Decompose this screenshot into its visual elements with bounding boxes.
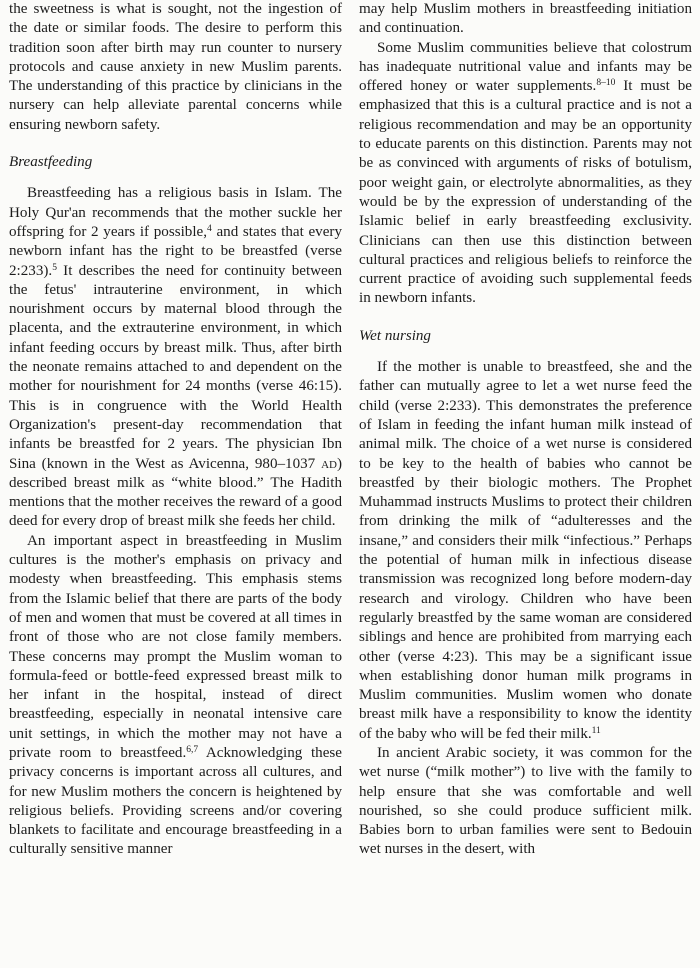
paragraph-date-tradition: the sweetness is what is sought, not the ingestion of the date or similar foods. The desire to perform this tradition soon after birth may run counter to nursery protocols and cause anxiety in new Muslim parents. The understanding of this practice by clinicians in the nursery can help alleviate parental concerns while ensuring newborn safety. xyxy=(9,1,342,133)
paragraph-breastfeeding-religious-basis: Breastfeeding has a religious basis in Islam. The Holy Qur'an recommends that the mother suckle her offspring for 2 years if possible,$^4$ and states that every newborn infant has the right to be breastfed (verse 2:233).$^5$ It describes the need for continuity between the fetus' intrauterine environment, in which nourishment occurs by maternal blood through the placenta, and the extrauterine environment, in which infant feeding occurs by breast milk. Thus, after birth the neonate remains attached to and dependent on the mother for nourishment for 24 months (verse 46:15). This is in congruence with the World Health Organization's present-day recommendation that infants be breastfed for 2 years. The physician Ibn Sina (known in the West as Avicenna, 980–1037 ad) described breast milk as “white blood.” The Hadith mentions that the mother receives the reward of a good deed for every drop of breast milk she feeds her child. xyxy=(9,185,343,530)
citation-superscript: 4 xyxy=(207,223,212,234)
citation-superscript: 5 xyxy=(52,262,57,273)
paragraph-privacy-modesty: An important aspect in breastfeeding in Muslim cultures is the mother's emphasis on privacy and modesty when breastfeeding. This emphasis stems from the Islamic belief that there are parts of the body of men and women that must be covered at all times in front of those who are not close family members. These concerns may prompt the Muslim woman to formula-feed or bottle-feed expressed breast milk to her infant in the hospital, instead of direct breastfeeding, especially in neonatal intensive care unit settings, in which the mother may not have a private room to breastfeed.$^{6,7}$ Acknowledging these privacy concerns is important across all cultures, and for new Muslim mothers the concern is heightened by religious beliefs. Providing screens and/or covering blankets to facilitate and encourage breastfeeding in a culturally sensitive manner xyxy=(9,532,342,858)
citation-superscript: 8–10 xyxy=(596,78,616,89)
section-heading-breastfeeding: Breastfeeding xyxy=(9,154,93,171)
paragraph-wet-nursing: If the mother is unable to breastfeed, she and the father can mutually agree to let a wet nurse feed the child (verse 2:233). This demonstrates the preference of Islam in feeding the infant human milk instead of animal milk. The choice of a wet nurse is considered to be key to the health of babies who cannot be breastfed by their biologic mothers. The Prophet Muhammad instructs Muslims to protect their children from drinking the milk of “adulteresses and the insane,” and considers their milk “infectious.” Perhaps the potential of human milk in infectious disease transmission was recognized long before modern-day research and virology. Children who have been regularly breastfed by the same woman are considered siblings and hence are prohibited from marrying each other (verse 4:23). This may be a significant issue when establishing donor human milk programs in Muslim communities. Muslim women who donate breast milk have a responsibility to know the identity of the baby who will be fed their milk.$^{11}$ xyxy=(359,359,692,742)
paragraph-colostrum: Some Muslim communities believe that colostrum has inadequate nutritional value and infants may be offered honey or water supplements.$^{8-10}$ It must be emphasized that this is a cultural practice and is not a religious recommendation and may be an opportunity to educate parents on this distinction. Parents may not be as convinced with arguments of risks of botulism, poor weight gain, or electrolyte abnormalities, as they would be by the expression of understanding of the Islamic belief in early breastfeeding exclusivity. Clinicians can then use this distinction between cultural practices and religious beliefs to reinforce the current practice of avoiding such supplemental feeds in newborn infants. xyxy=(359,39,692,307)
right-column xyxy=(359,0,692,860)
era-abbreviation: ad xyxy=(321,455,337,472)
left-column xyxy=(9,0,342,860)
citation-superscript: 11 xyxy=(591,725,601,736)
paragraph-continuation: may help Muslim mothers in breastfeeding initiation and continuation. xyxy=(359,1,692,37)
paragraph-ancient-arabic-society: In ancient Arabic society, it was common for the wet nurse (“milk mother”) to live with the family to help ensure that she was comfortable and well nourished, so she could produce sufficient milk. Babies born to urban families were sent to Bedouin wet nurses in the desert, with xyxy=(359,744,692,858)
citation-superscript: 6,7 xyxy=(186,744,199,755)
section-heading-wet-nursing: Wet nursing xyxy=(359,327,431,344)
